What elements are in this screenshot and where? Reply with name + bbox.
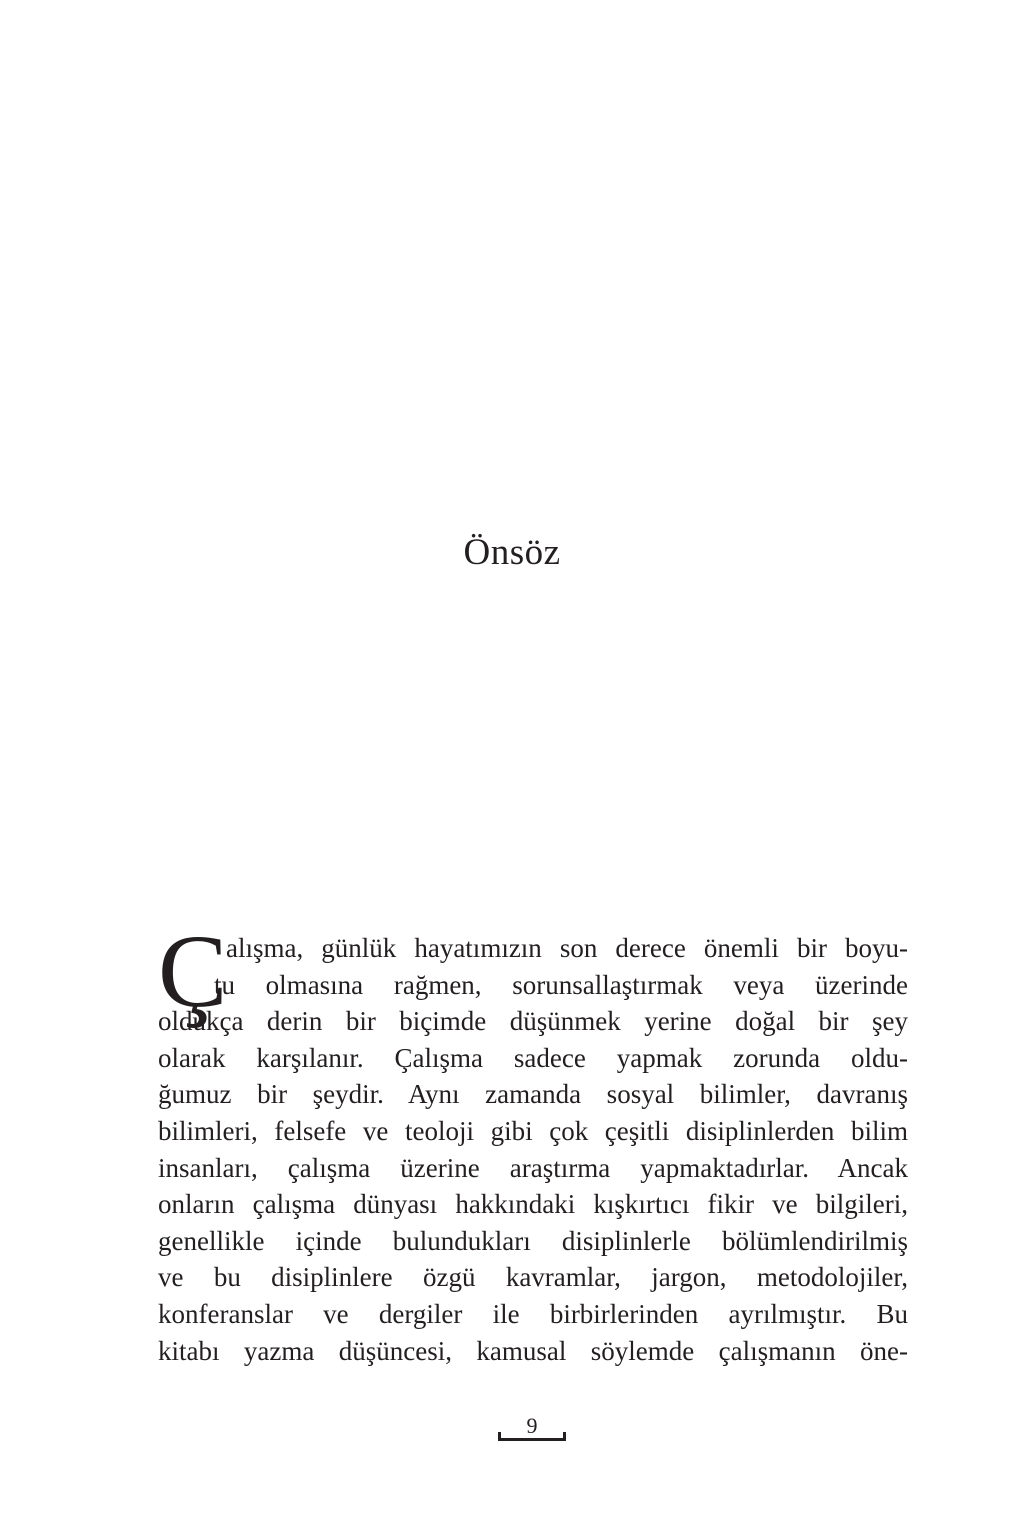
paragraph-line: oldukça derin bir biçimde düşünmek yerine doğal bir şey xyxy=(158,1006,908,1037)
paragraph-line: tu olmasına rağmen, sorunsallaştırmak veya üzerinde xyxy=(214,969,908,1000)
paragraph-line: insanları, çalışma üzerine araştırma yapmaktadırlar. Ancak xyxy=(158,1152,908,1183)
page-number: 9 xyxy=(526,1413,538,1438)
footer-rule-right-tick xyxy=(563,1432,566,1441)
paragraph-line: alışma, günlük hayatımızın son derece önemli bir boyu- xyxy=(226,933,908,963)
paragraph-line: konferanslar ve dergiler ile birbirlerinden ayrılmıştır. Bu xyxy=(158,1298,908,1329)
paragraph-line: olarak karşılanır. Çalışma sadece yapmak zorunda oldu- xyxy=(158,1042,908,1073)
chapter-title: Önsöz xyxy=(463,532,561,573)
paragraph-line: ve bu disiplinlere özgü kavramlar, jargon, metodolojiler, xyxy=(158,1262,908,1293)
paragraph-line: kitabı yazma düşüncesi, kamusal söylemde çalışmanın öne- xyxy=(158,1335,908,1366)
preface-paragraph xyxy=(158,930,908,1369)
paragraph-line: genellikle içinde bulundukları disiplinlerle bölümlendirilmiş xyxy=(158,1225,908,1256)
paragraph-line: bilimleri, felsefe ve teoloji gibi çok çeşitli disiplinlerden bilim xyxy=(158,1115,908,1146)
page-footer xyxy=(498,1414,566,1444)
drop-cap: Ç xyxy=(158,914,228,1029)
footer-rule xyxy=(498,1438,566,1441)
paragraph-line: ğumuz bir şeydir. Aynı zamanda sosyal bilimler, davranış xyxy=(158,1079,908,1110)
paragraph-line: onların çalışma dünyası hakkındaki kışkırtıcı fikir ve bilgileri, xyxy=(158,1189,908,1220)
